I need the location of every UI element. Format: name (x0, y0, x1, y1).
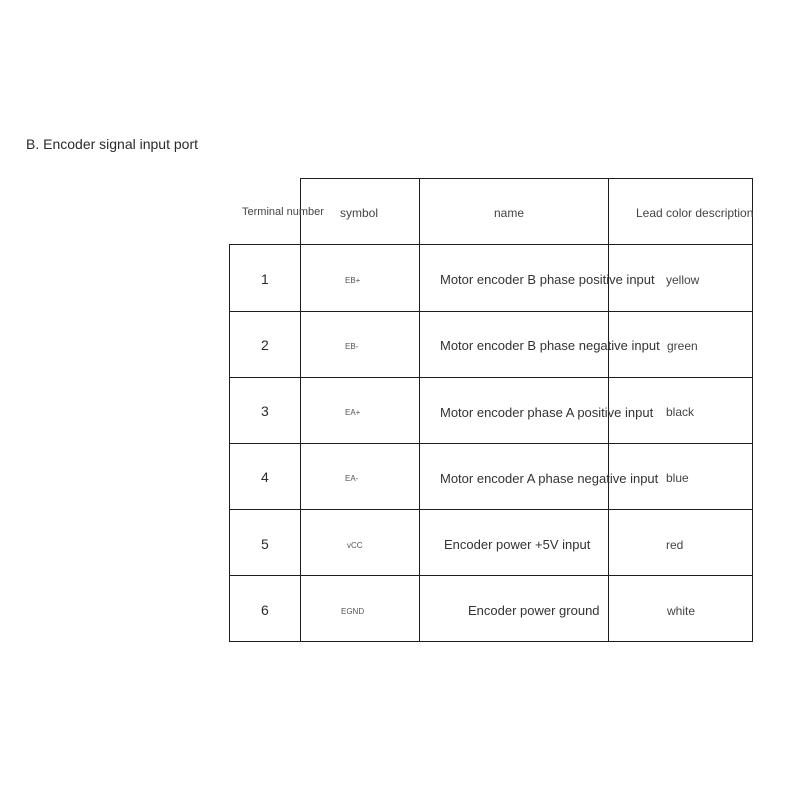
header-bottom-border-left (229, 244, 301, 245)
name-cell: Motor encoder B phase positive input (440, 271, 655, 287)
symbol-cell: EGND (341, 606, 365, 616)
column-divider (300, 178, 301, 642)
row-divider (229, 509, 753, 510)
name-cell: Encoder power ground (468, 602, 600, 618)
header-terminal-number: Terminal number (242, 206, 324, 218)
symbol-cell: EA- (345, 473, 359, 483)
table-right-border (752, 178, 753, 642)
terminal-number: 6 (261, 602, 269, 618)
terminal-number: 1 (261, 271, 269, 287)
header-bottom-border (300, 244, 753, 245)
header-name: name (494, 206, 525, 220)
terminal-number: 4 (261, 469, 269, 485)
table-left-border (229, 244, 230, 642)
row-divider (229, 443, 753, 444)
terminal-number: 5 (261, 536, 269, 552)
name-cell: Motor encoder phase A positive input (440, 404, 654, 420)
lead-color-cell: black (666, 405, 695, 419)
lead-color-cell: red (666, 538, 684, 552)
name-cell: Motor encoder B phase negative input (440, 337, 660, 353)
name-cell: Motor encoder A phase negative input (440, 470, 659, 486)
symbol-cell: vCC (347, 540, 363, 550)
table-top-border (300, 178, 753, 179)
symbol-cell: EB+ (345, 275, 361, 285)
header-symbol: symbol (340, 206, 379, 220)
lead-color-cell: blue (666, 471, 689, 485)
table-bottom-border (229, 641, 753, 642)
lead-color-cell: green (667, 339, 698, 353)
header-lead-color: Lead color description (636, 206, 754, 220)
lead-color-cell: yellow (666, 273, 700, 287)
lead-color-cell: white (667, 604, 696, 618)
symbol-cell: EB- (345, 341, 359, 351)
name-cell: Encoder power +5V input (444, 536, 591, 552)
row-divider (229, 575, 753, 576)
row-divider (229, 377, 753, 378)
section-title: B. Encoder signal input port (26, 136, 198, 152)
symbol-cell: EA+ (345, 407, 361, 417)
terminal-number: 2 (261, 337, 269, 353)
row-divider (229, 311, 753, 312)
terminal-number: 3 (261, 403, 269, 419)
column-divider (419, 178, 420, 642)
